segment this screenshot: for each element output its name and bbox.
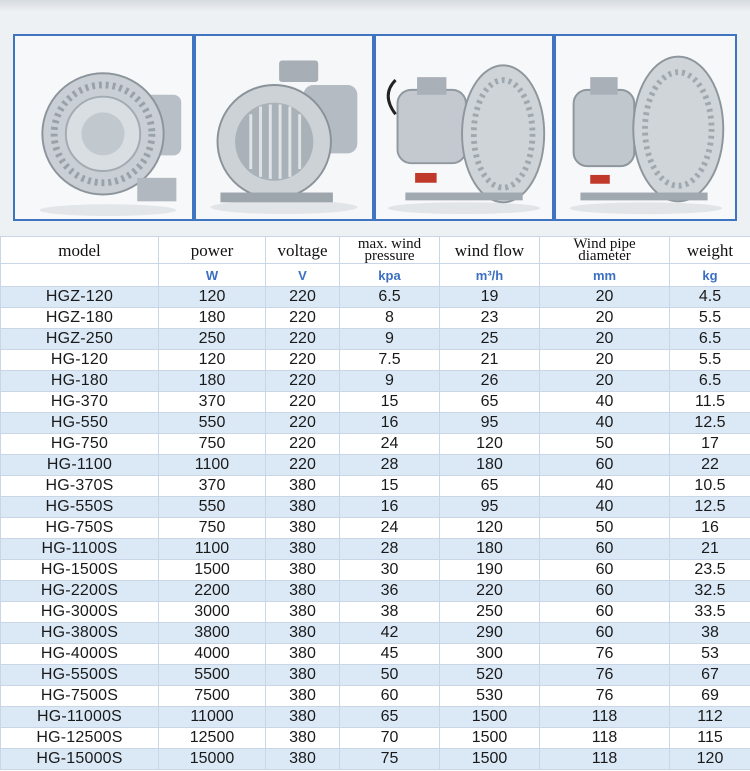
cell-model: HG-120	[1, 350, 159, 371]
cell-voltage: 220	[266, 287, 340, 308]
cell-max-wind-pressure: 70	[340, 728, 440, 749]
cell-wind-pipe-diameter: 60	[540, 581, 670, 602]
header-power: power	[159, 237, 266, 264]
cell-model: HG-4000S	[1, 644, 159, 665]
table-row	[1, 371, 750, 392]
cell-weight: 53	[670, 644, 750, 665]
cell-weight: 10.5	[670, 476, 750, 497]
cell-wind-pipe-diameter: 60	[540, 455, 670, 476]
table-body	[1, 287, 750, 770]
cell-wind-flow: 1500	[440, 749, 540, 770]
unit-weight: kg	[670, 264, 750, 287]
cell-wind-pipe-diameter: 50	[540, 518, 670, 539]
cell-voltage: 220	[266, 371, 340, 392]
cell-wind-pipe-diameter: 60	[540, 602, 670, 623]
cell-wind-flow: 23	[440, 308, 540, 329]
ring-blower-angled-view-image	[196, 36, 372, 219]
cell-weight: 17	[670, 434, 750, 455]
cell-wind-flow: 300	[440, 644, 540, 665]
header-voltage: voltage	[266, 237, 340, 264]
cell-max-wind-pressure: 50	[340, 665, 440, 686]
cell-model: HG-5500S	[1, 665, 159, 686]
cell-wind-flow: 25	[440, 329, 540, 350]
cell-power: 4000	[159, 644, 266, 665]
cell-voltage: 380	[266, 644, 340, 665]
cell-wind-pipe-diameter: 40	[540, 413, 670, 434]
ring-blower-side-view-image	[376, 36, 552, 219]
cell-model: HG-370	[1, 392, 159, 413]
table-row	[1, 623, 750, 644]
cell-model: HG-1100	[1, 455, 159, 476]
cell-weight: 16	[670, 518, 750, 539]
cell-power: 550	[159, 497, 266, 518]
cell-wind-flow: 26	[440, 371, 540, 392]
cell-voltage: 380	[266, 707, 340, 728]
cell-weight: 22	[670, 455, 750, 476]
unit-model	[1, 264, 159, 287]
cell-model: HG-3000S	[1, 602, 159, 623]
cell-max-wind-pressure: 60	[340, 686, 440, 707]
cell-power: 1500	[159, 560, 266, 581]
cell-wind-flow: 290	[440, 623, 540, 644]
blower-photo-2	[194, 34, 374, 221]
cell-wind-pipe-diameter: 40	[540, 497, 670, 518]
cell-weight: 69	[670, 686, 750, 707]
cell-wind-flow: 65	[440, 476, 540, 497]
cell-wind-flow: 120	[440, 434, 540, 455]
cell-power: 370	[159, 392, 266, 413]
table-row	[1, 350, 750, 371]
cell-wind-flow: 120	[440, 518, 540, 539]
table-row	[1, 455, 750, 476]
cell-max-wind-pressure: 8	[340, 308, 440, 329]
cell-max-wind-pressure: 65	[340, 707, 440, 728]
cell-power: 370	[159, 476, 266, 497]
cell-model: HG-7500S	[1, 686, 159, 707]
cell-weight: 23.5	[670, 560, 750, 581]
cell-power: 120	[159, 287, 266, 308]
cell-power: 1100	[159, 455, 266, 476]
cell-max-wind-pressure: 15	[340, 476, 440, 497]
unit-wind-pipe-diameter: mm	[540, 264, 670, 287]
cell-voltage: 380	[266, 476, 340, 497]
table-row	[1, 308, 750, 329]
cell-model: HGZ-250	[1, 329, 159, 350]
cell-wind-pipe-diameter: 40	[540, 476, 670, 497]
table-row	[1, 434, 750, 455]
cell-wind-pipe-diameter: 20	[540, 308, 670, 329]
cell-weight: 11.5	[670, 392, 750, 413]
table-row	[1, 329, 750, 350]
blower-photo-3	[374, 34, 554, 221]
cell-voltage: 380	[266, 665, 340, 686]
cell-wind-pipe-diameter: 60	[540, 623, 670, 644]
table-row	[1, 728, 750, 749]
cell-weight: 115	[670, 728, 750, 749]
header-max-wind-pressure: max. wind pressure	[340, 237, 440, 264]
table-row	[1, 476, 750, 497]
cell-model: HGZ-180	[1, 308, 159, 329]
cell-voltage: 380	[266, 728, 340, 749]
cell-max-wind-pressure: 28	[340, 455, 440, 476]
cell-wind-flow: 21	[440, 350, 540, 371]
cell-power: 11000	[159, 707, 266, 728]
cell-wind-pipe-diameter: 20	[540, 371, 670, 392]
blower-spec-table	[0, 236, 750, 770]
cell-weight: 4.5	[670, 287, 750, 308]
cell-wind-pipe-diameter: 60	[540, 539, 670, 560]
table-unit-row	[1, 264, 750, 287]
cell-wind-flow: 65	[440, 392, 540, 413]
cell-wind-pipe-diameter: 60	[540, 560, 670, 581]
cell-wind-flow: 1500	[440, 728, 540, 749]
table-row	[1, 518, 750, 539]
table-row	[1, 560, 750, 581]
cell-weight: 6.5	[670, 371, 750, 392]
cell-weight: 38	[670, 623, 750, 644]
cell-power: 2200	[159, 581, 266, 602]
cell-power: 5500	[159, 665, 266, 686]
unit-voltage: V	[266, 264, 340, 287]
cell-power: 750	[159, 518, 266, 539]
cell-max-wind-pressure: 15	[340, 392, 440, 413]
cell-power: 3800	[159, 623, 266, 644]
cell-weight: 6.5	[670, 329, 750, 350]
cell-power: 12500	[159, 728, 266, 749]
cell-wind-flow: 180	[440, 455, 540, 476]
cell-wind-pipe-diameter: 76	[540, 686, 670, 707]
table-row	[1, 686, 750, 707]
cell-wind-pipe-diameter: 50	[540, 434, 670, 455]
cell-weight: 67	[670, 665, 750, 686]
cell-weight: 12.5	[670, 497, 750, 518]
cell-wind-pipe-diameter: 118	[540, 707, 670, 728]
table-row	[1, 392, 750, 413]
cell-model: HG-3800S	[1, 623, 159, 644]
cell-voltage: 380	[266, 623, 340, 644]
table-row	[1, 749, 750, 770]
cell-voltage: 220	[266, 434, 340, 455]
cell-wind-pipe-diameter: 20	[540, 350, 670, 371]
cell-max-wind-pressure: 7.5	[340, 350, 440, 371]
cell-max-wind-pressure: 45	[340, 644, 440, 665]
cell-power: 1100	[159, 539, 266, 560]
cell-voltage: 220	[266, 329, 340, 350]
table-row	[1, 581, 750, 602]
header-wind-pipe-diameter: Wind pipe diameter	[540, 237, 670, 264]
cell-wind-pipe-diameter: 76	[540, 665, 670, 686]
cell-power: 15000	[159, 749, 266, 770]
table-row	[1, 665, 750, 686]
cell-voltage: 220	[266, 392, 340, 413]
table-row	[1, 539, 750, 560]
cell-model: HG-750S	[1, 518, 159, 539]
cell-voltage: 380	[266, 560, 340, 581]
cell-wind-flow: 95	[440, 497, 540, 518]
unit-wind-flow: m³/h	[440, 264, 540, 287]
cell-voltage: 220	[266, 308, 340, 329]
table-row	[1, 497, 750, 518]
cell-wind-flow: 250	[440, 602, 540, 623]
cell-model: HG-2200S	[1, 581, 159, 602]
cell-weight: 33.5	[670, 602, 750, 623]
cell-max-wind-pressure: 30	[340, 560, 440, 581]
cell-wind-pipe-diameter: 20	[540, 329, 670, 350]
unit-power: W	[159, 264, 266, 287]
cell-max-wind-pressure: 24	[340, 434, 440, 455]
table-header-row	[1, 237, 750, 264]
header-weight: weight	[670, 237, 750, 264]
table-row	[1, 413, 750, 434]
cell-weight: 112	[670, 707, 750, 728]
cell-voltage: 380	[266, 581, 340, 602]
cell-wind-flow: 19	[440, 287, 540, 308]
cell-voltage: 380	[266, 602, 340, 623]
cell-wind-flow: 1500	[440, 707, 540, 728]
cell-weight: 120	[670, 749, 750, 770]
cell-wind-flow: 190	[440, 560, 540, 581]
cell-model: HG-550	[1, 413, 159, 434]
cell-model: HG-180	[1, 371, 159, 392]
table-row	[1, 644, 750, 665]
cell-weight: 32.5	[670, 581, 750, 602]
cell-power: 7500	[159, 686, 266, 707]
header-wind-flow: wind flow	[440, 237, 540, 264]
cell-model: HG-370S	[1, 476, 159, 497]
cell-wind-pipe-diameter: 40	[540, 392, 670, 413]
cell-model: HG-1500S	[1, 560, 159, 581]
cell-power: 250	[159, 329, 266, 350]
cell-model: HG-550S	[1, 497, 159, 518]
cell-max-wind-pressure: 42	[340, 623, 440, 644]
blower-photo-4	[554, 34, 737, 221]
cell-max-wind-pressure: 36	[340, 581, 440, 602]
cell-power: 750	[159, 434, 266, 455]
cell-wind-flow: 520	[440, 665, 540, 686]
cell-wind-flow: 180	[440, 539, 540, 560]
cell-max-wind-pressure: 9	[340, 329, 440, 350]
cell-voltage: 380	[266, 518, 340, 539]
unit-max-wind-pressure: kpa	[340, 264, 440, 287]
header-model: model	[1, 237, 159, 264]
product-photo-strip	[0, 0, 750, 236]
cell-power: 180	[159, 371, 266, 392]
cell-wind-pipe-diameter: 118	[540, 749, 670, 770]
cell-max-wind-pressure: 24	[340, 518, 440, 539]
cell-model: HG-12500S	[1, 728, 159, 749]
ring-blower-front-view-image	[15, 36, 192, 219]
cell-voltage: 380	[266, 539, 340, 560]
cell-max-wind-pressure: 75	[340, 749, 440, 770]
cell-wind-flow: 530	[440, 686, 540, 707]
cell-max-wind-pressure: 16	[340, 497, 440, 518]
cell-max-wind-pressure: 16	[340, 413, 440, 434]
cell-weight: 21	[670, 539, 750, 560]
cell-max-wind-pressure: 6.5	[340, 287, 440, 308]
cell-voltage: 220	[266, 350, 340, 371]
blower-photo-1	[13, 34, 194, 221]
cell-weight: 12.5	[670, 413, 750, 434]
cell-voltage: 380	[266, 749, 340, 770]
cell-wind-pipe-diameter: 20	[540, 287, 670, 308]
cell-model: HGZ-120	[1, 287, 159, 308]
table-row	[1, 602, 750, 623]
cell-voltage: 380	[266, 686, 340, 707]
cell-power: 120	[159, 350, 266, 371]
cell-model: HG-11000S	[1, 707, 159, 728]
cell-wind-pipe-diameter: 118	[540, 728, 670, 749]
cell-weight: 5.5	[670, 350, 750, 371]
cell-voltage: 220	[266, 455, 340, 476]
cell-power: 180	[159, 308, 266, 329]
cell-wind-flow: 95	[440, 413, 540, 434]
cell-voltage: 380	[266, 497, 340, 518]
cell-max-wind-pressure: 28	[340, 539, 440, 560]
cell-weight: 5.5	[670, 308, 750, 329]
cell-max-wind-pressure: 38	[340, 602, 440, 623]
table-row	[1, 707, 750, 728]
table-row	[1, 287, 750, 308]
cell-wind-flow: 220	[440, 581, 540, 602]
cell-model: HG-15000S	[1, 749, 159, 770]
ring-blower-rear-view-image	[556, 36, 735, 219]
cell-power: 550	[159, 413, 266, 434]
cell-model: HG-750	[1, 434, 159, 455]
cell-voltage: 220	[266, 413, 340, 434]
cell-max-wind-pressure: 9	[340, 371, 440, 392]
cell-wind-pipe-diameter: 76	[540, 644, 670, 665]
cell-power: 3000	[159, 602, 266, 623]
cell-model: HG-1100S	[1, 539, 159, 560]
